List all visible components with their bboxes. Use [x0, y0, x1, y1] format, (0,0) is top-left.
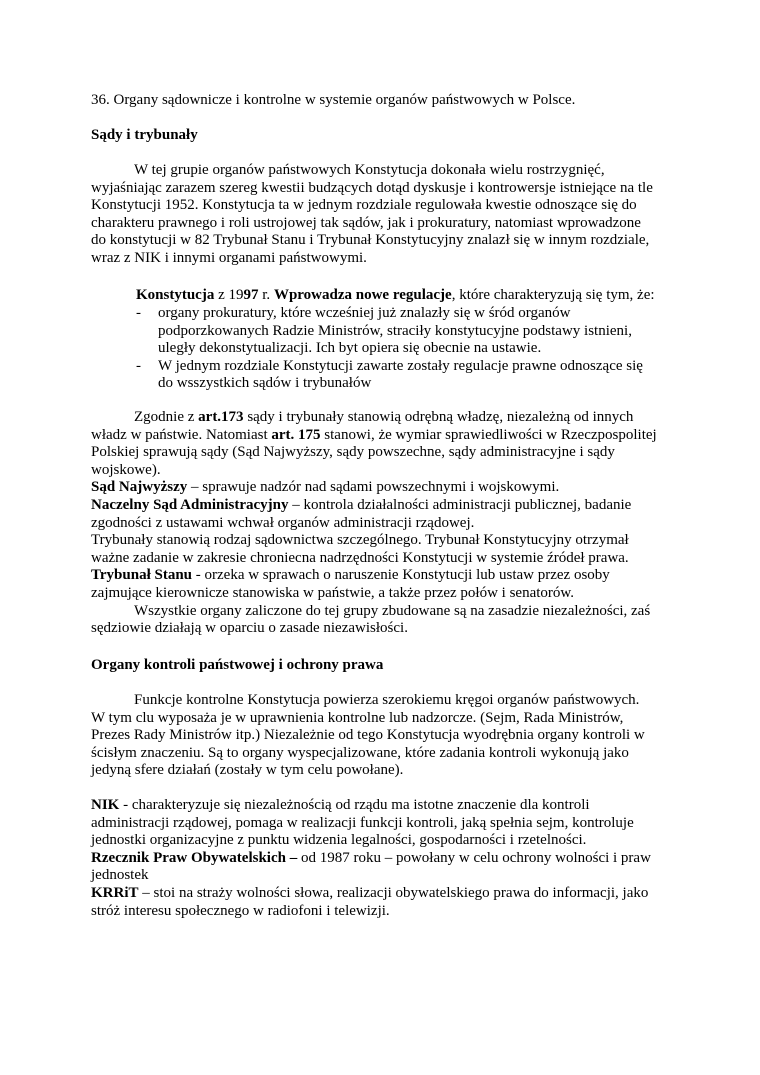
text-line: wraz z NIK i innymi organami państwowymi. — [91, 249, 367, 266]
section-heading-control — [91, 657, 691, 675]
text-line — [91, 427, 691, 445]
term-trybunal-stanu: Trybunał Stanu — [91, 567, 193, 584]
text-line — [91, 567, 691, 585]
art-text: sądy i trybunały stanowią odrębną władzę, niezależną od innych — [243, 409, 634, 425]
text-line: W jednym rozdziale Konstytucji zawarte zostały regulacje prawne odnoszące się — [158, 357, 643, 374]
text-line: wojskowe). — [91, 461, 161, 478]
text-line: W tym clu wyposaża je w uprawnienia kontrolne lub nadzorcze. (Sejm, Rada Ministrów, — [91, 709, 624, 726]
term-desc: – sprawuje nadzór nad sądami powszechnymi i wojskowymi. — [187, 479, 560, 496]
text-line: administracji rządowej, pomaga w realizacji funkcji kontroli, jaką spełnia sejm, kontroluje — [91, 814, 634, 831]
text-line: zgodności z ustawami wchwał organów administracji rządowej. — [91, 514, 475, 531]
paragraph-courts-intro — [91, 162, 691, 268]
text-line: Funkcje kontrolne Konstytucja powierza szerokiemu kręgoi organów państwowych. — [134, 692, 640, 708]
text-line: stróż interesu społecznego w radiofoni i telewizji. — [91, 902, 390, 919]
text-line: Trybunały stanowią rodzaj sądownictwa szczególnego. Trybunał Konstytucyjny otrzymał — [91, 532, 629, 549]
term-desc: - orzeka w sprawach o naruszenie Konstytucji lub ustaw przez osoby — [192, 567, 610, 584]
konstytucja-label: Konstytucja — [136, 287, 215, 303]
art-175: art. 175 — [271, 426, 321, 443]
text-line: Prezes Rady Ministrów itp.) Niezależnie od tego Konstytucja wyodrębnia organy kontroli w — [91, 727, 645, 744]
text-line: sędziowie działają w oparciu o zasade niezawisłości. — [91, 620, 408, 637]
heading-text: Organy kontroli państwowej i ochrony prawa — [91, 657, 384, 673]
list-item — [136, 358, 696, 393]
text-line — [91, 479, 691, 497]
text-line: jedyną sfere działań (zostały w tym celu powołane). — [91, 762, 404, 779]
courts-body — [91, 409, 691, 638]
text-line: Wszystkie organy zaliczone do tej grupy zbudowane są na zasadzie niezależności, zaś — [134, 602, 651, 619]
term-nsa: Naczelny Sąd Administracyjny — [91, 496, 289, 513]
text-line: Polskiej sprawują sądy (Sąd Najwyższy, sądy powszechne, sądy administracyjne i sądy — [91, 444, 615, 461]
art-text: stanowi, że wymiar sprawiedliwości w Rzeczpospolitej — [320, 426, 657, 443]
document-title — [91, 92, 691, 110]
text-line: wyjaśniając zarazem szereg kwestii budzących dotąd dyskusje i kontrowersje istniejące na tle — [91, 179, 653, 196]
konstytucja-rest: , które charakteryzują się tym, że: — [451, 287, 655, 303]
bullet-dash: - — [136, 305, 141, 321]
section-heading-courts — [91, 127, 691, 145]
text-line: W tej grupie organów państwowych Konstytucja dokonała wielu rostrzygnięć, — [134, 162, 605, 178]
term-nik: NIK — [91, 797, 120, 813]
text-line: do wsszystkich sądów i trybunałów — [158, 375, 372, 392]
regulations-list — [136, 305, 696, 393]
bullet-dash: - — [136, 357, 141, 374]
text-line — [91, 497, 691, 515]
paragraph-control-intro — [91, 692, 691, 780]
term-desc: - charakteryzuje się niezależnością od rządu ma istotne znaczenie dla kontroli — [119, 797, 590, 813]
year-suffix: r. — [258, 287, 274, 303]
term-desc: – kontrola działalności administracji publicznej, badanie — [288, 496, 632, 513]
text-line — [91, 797, 691, 815]
new-regulations: Wprowadza nowe regulacje — [273, 287, 452, 303]
term-desc: od 1987 roku – powołany w celu ochrony wolności i praw — [297, 849, 651, 866]
text-line: ważne zadanie w zakresie chroniecna nadrzędności Konstytucji w systemie źródeł prawa. — [91, 549, 629, 566]
text-line: podporzkowanych Radzie Ministrów, straciły konstytucyjne podstawy istnieni, — [158, 322, 632, 339]
text-line — [91, 850, 691, 868]
text-line: zajmujące kierownicze stanowiska w państwie, a także przez połów i senatorów. — [91, 584, 575, 601]
text-line — [91, 409, 691, 427]
year-prefix: z 19 — [214, 287, 244, 303]
art-text: Zgodnie z — [134, 409, 199, 425]
title-text: 36. Organy sądownicze i kontrolne w systemie organów państwowych w Polsce. — [91, 92, 576, 108]
text-line: uległy dekonstytualizacji. Ich byt opiera się obecnie na ustawie. — [158, 340, 542, 357]
text-line: ścisłym znaczeniu. Są to organy wyspecjalizowane, które zadania kontroli wykonują jako — [91, 744, 629, 761]
text-line: charakteru prawnego i roli ustrojowej tak sądów, jak i prokuratury, natomiast wprowadzone — [91, 214, 641, 231]
term-rpo: Rzecznik Praw Obywatelskich – — [91, 849, 298, 866]
text-line: jednostki organizacyjne z punktu widzenia legalności, gospodarności i rzetelności. — [91, 832, 587, 849]
art-text: władz w państwie. Natomiast — [91, 426, 272, 443]
term-krrit: KRRiT — [91, 884, 139, 901]
text-line: organy prokuratury, które wcześniej już znalazły się w śród organów — [158, 305, 571, 321]
list-item — [136, 305, 696, 358]
control-organs-body — [91, 797, 691, 920]
term-desc: – stoi na straży wolności słowa, realizacji obywatelskiego prawa do informacji, jako — [138, 884, 649, 901]
text-line — [91, 885, 691, 903]
text-line — [136, 287, 736, 305]
heading-text: Sądy i trybunały — [91, 127, 198, 143]
term-sad-najwyzszy: Sąd Najwyższy — [91, 479, 188, 496]
year-bold: 97 — [243, 287, 259, 303]
konstytucja-paragraph — [136, 287, 736, 305]
text-line: do konstytucji w 82 Trybunał Stanu i Trybunał Konstytucyjny znalazł się w innym rozdziale, — [91, 232, 650, 249]
art-173: art.173 — [198, 409, 244, 425]
text-line: Konstytucji 1952. Konstytucja ta w jednym rozdziale regulowała kwestie odnoszące się do — [91, 197, 637, 214]
text-line: jednostek — [91, 867, 149, 884]
